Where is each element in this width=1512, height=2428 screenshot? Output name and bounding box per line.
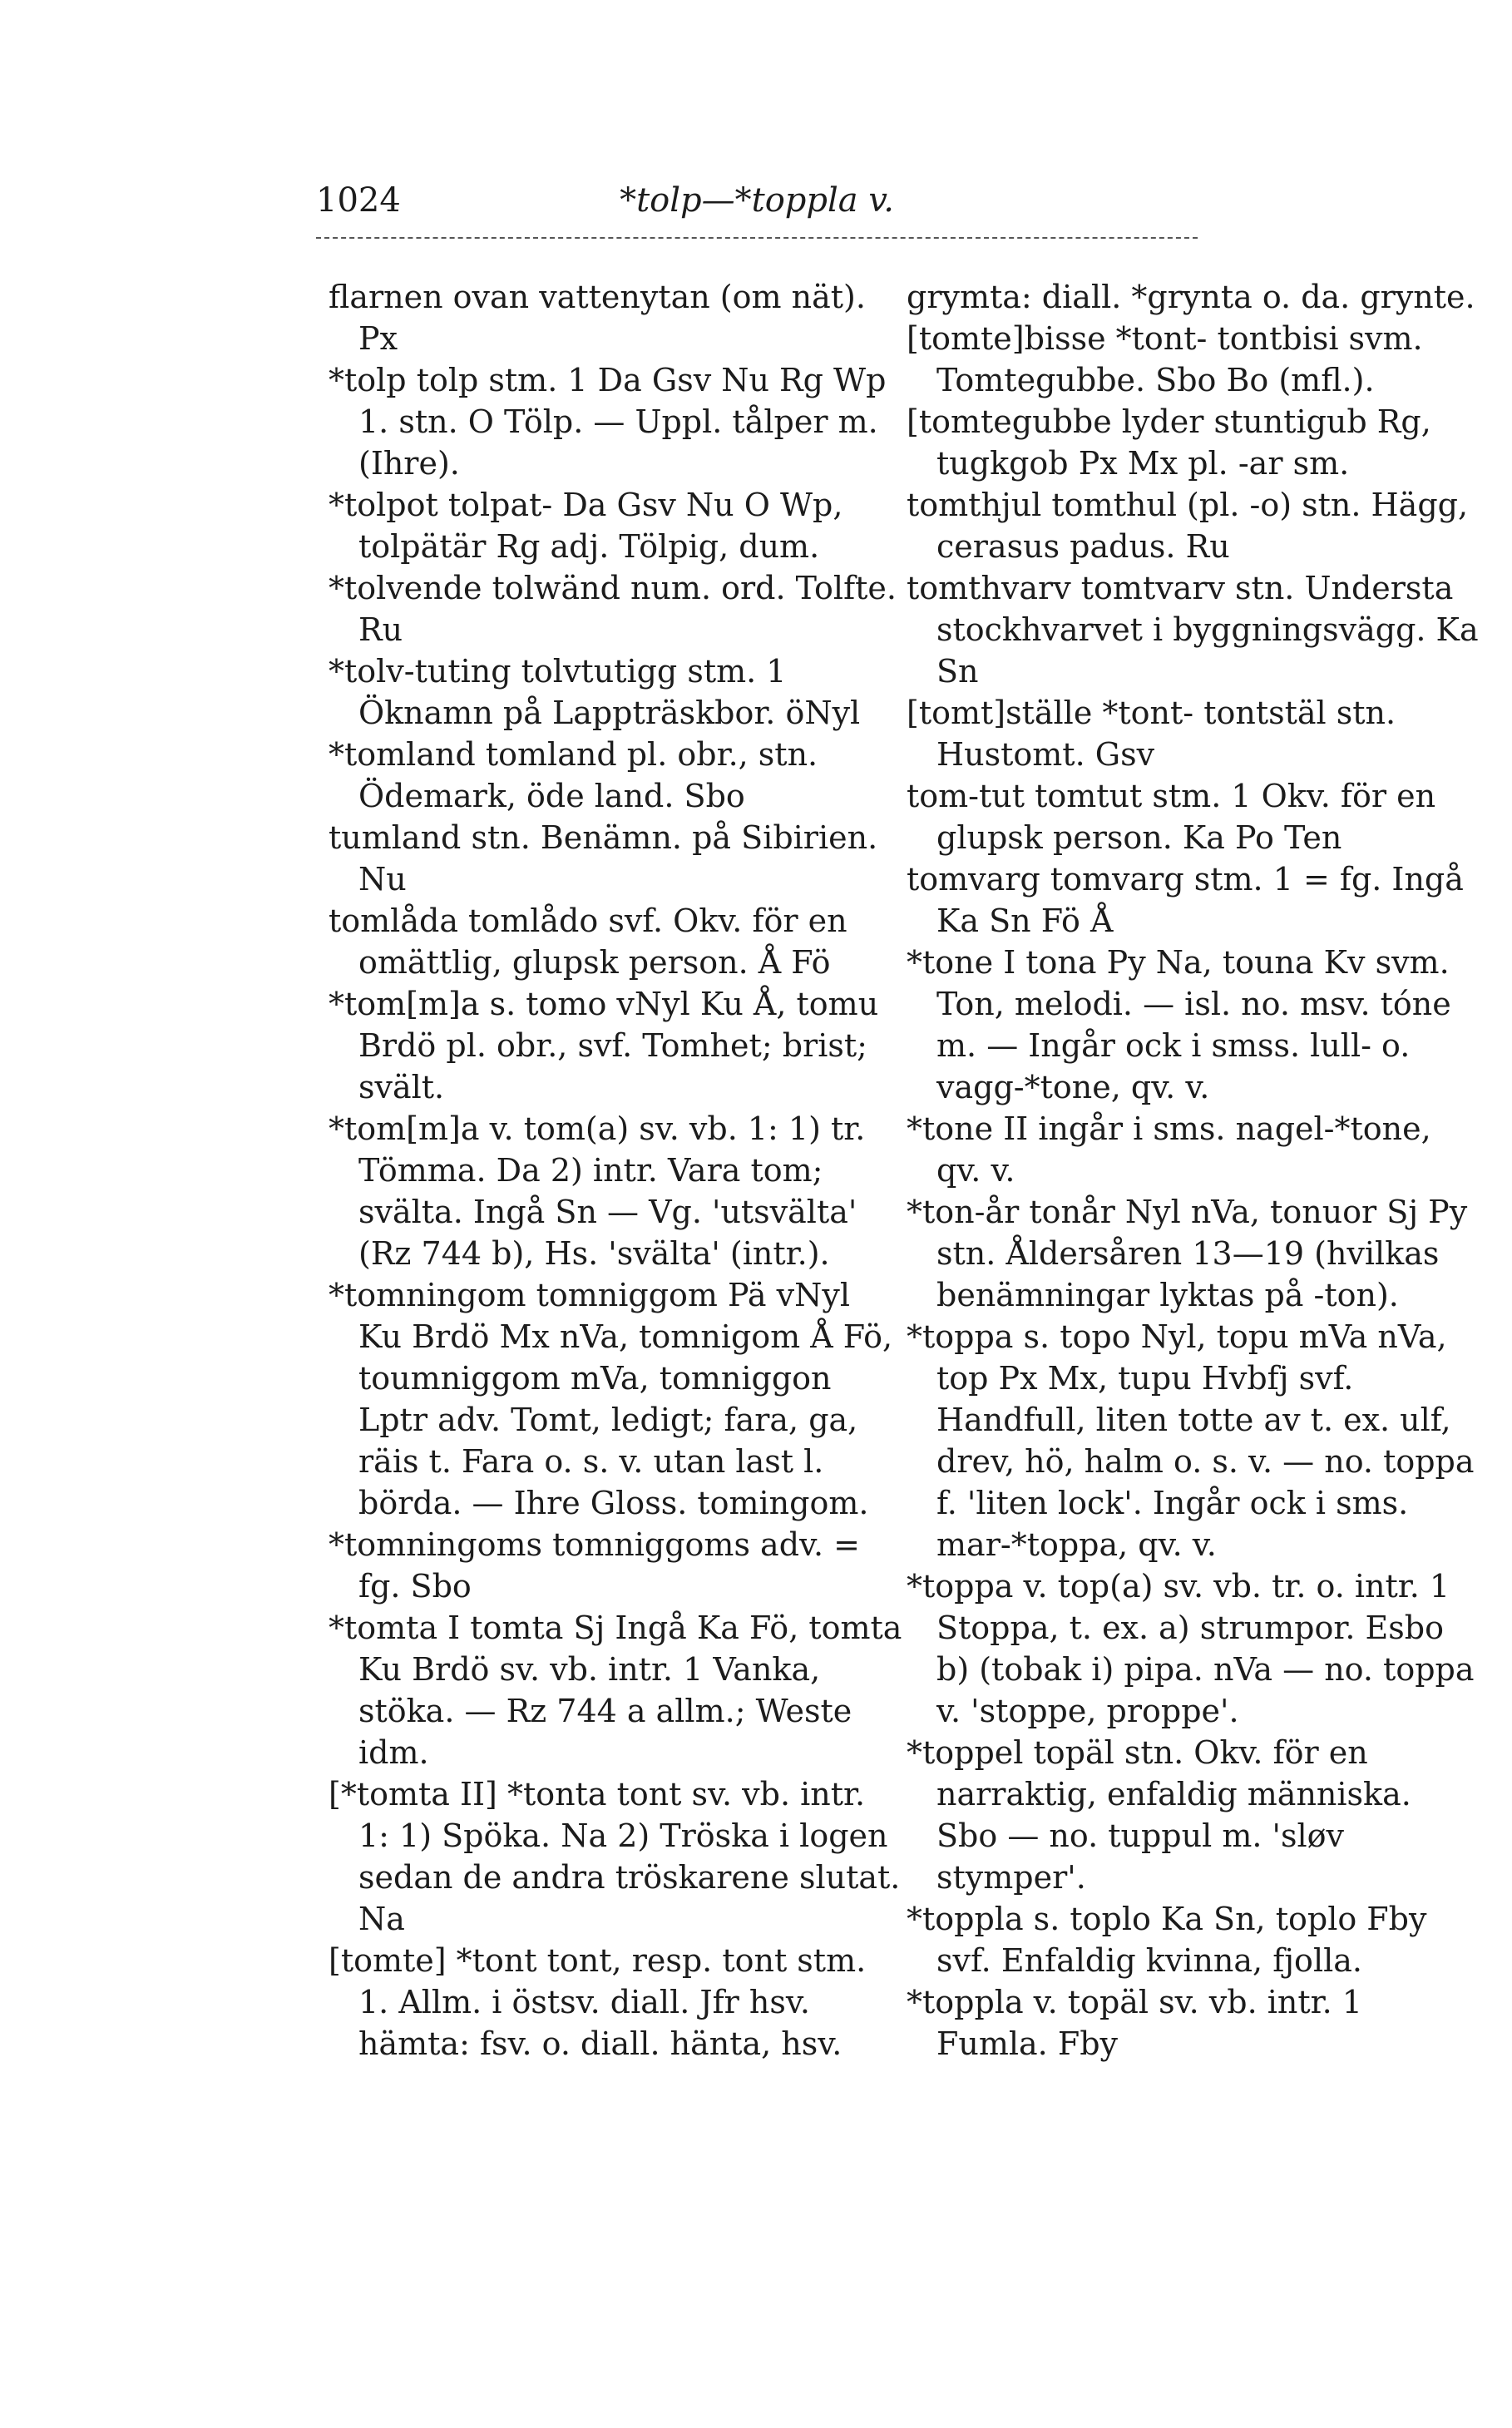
page-header xyxy=(316,181,1198,231)
entry-text: *tolpot tolpat- Da Gsv Nu O Wp, tolpätär Rg adj. Tölpig, dum. xyxy=(329,487,843,565)
dictionary-entry xyxy=(329,1524,902,1607)
dictionary-entry xyxy=(907,276,1480,318)
dictionary-entry xyxy=(329,276,902,359)
entry-text: *tomningom tomniggom Pä vNyl Ku Brdö Mx nVa, tomnigom Å Fö, toumniggom mVa, tomniggon Lptr adv. Tomt, ledigt; fara, ga, räis t. Fara o. s. v. utan last l. börda. — Ihre Gloss. tomingom. xyxy=(329,1277,893,1521)
entry-text: tomthvarv tomtvarv stn. Understa stockhvarvet i byggningsvägg. Ka Sn xyxy=(907,570,1479,690)
dictionary-entry xyxy=(329,650,902,734)
dictionary-entry xyxy=(329,567,902,650)
dictionary-entry xyxy=(907,942,1480,1108)
running-head: *tolp—*toppla v. xyxy=(620,181,894,220)
entry-text: *toppa v. top(a) sv. vb. tr. o. intr. 1 Stoppa, t. ex. a) strumpor. Esbo b) (tobak i) pipa. nVa — no. toppa v. 'stoppe, proppe'. xyxy=(907,1568,1475,1729)
entry-text: tomthjul tomthul (pl. -o) stn. Hägg, cerasus padus. Ru xyxy=(907,487,1469,565)
entry-text: *tom[m]a s. tomo vNyl Ku Å, tomu Brdö pl. obr., svf. Tomhet; brist; svält. xyxy=(329,986,879,1105)
entry-text: *tone I tona Py Na, touna Kv svm. Ton, melodi. — isl. no. msv. tóne m. — Ingår ock i smss. lull- o. vagg-*tone, qv. v. xyxy=(907,944,1451,1105)
dictionary-entry xyxy=(907,858,1480,942)
entry-text: *toppel topäl stn. Okv. för en narraktig, enfaldig människa. Sbo — no. tuppul m. 'sløv stymper'. xyxy=(907,1734,1411,1896)
dictionary-entry xyxy=(329,983,902,1108)
dictionary-entry xyxy=(329,900,902,983)
dictionary-entry xyxy=(907,401,1480,484)
dictionary-entry xyxy=(907,692,1480,775)
page-number: 1024 xyxy=(316,181,401,220)
dictionary-entry xyxy=(329,359,902,484)
entry-text: [tomte] *tont tont, resp. tont stm. 1. Allm. i östsv. diall. Jfr hsv. hämta: fsv. o. diall. hänta, hsv. xyxy=(329,1942,867,2062)
entry-text: *tone II ingår i sms. nagel-*tone, qv. v. xyxy=(907,1110,1431,1189)
left-column xyxy=(329,276,902,2065)
dictionary-entry xyxy=(907,484,1480,567)
dictionary-entry xyxy=(907,1898,1480,1981)
entry-text: [tomtegubbe lyder stuntigub Rg, tugkgob Px Mx pl. -ar sm. xyxy=(907,403,1431,482)
dictionary-entry xyxy=(907,1981,1480,2065)
dictionary-entry xyxy=(329,1940,902,2065)
entry-text: tom-tut tomtut stm. 1 Okv. för en glupsk person. Ka Po Ten xyxy=(907,778,1436,856)
header-rule xyxy=(316,237,1198,239)
entry-text: *tomta I tomta Sj Ingå Ka Fö, tomta Ku Brdö sv. vb. intr. 1 Vanka, stöka. — Rz 744 a allm.; Weste idm. xyxy=(329,1610,902,1771)
entry-text: grymta: diall. *grynta o. da. grynte. xyxy=(907,279,1475,315)
entry-text: flarnen ovan vattenytan (om nät). Px xyxy=(329,279,866,357)
dictionary-entry xyxy=(329,1607,902,1773)
dictionary-entry xyxy=(907,775,1480,858)
entry-text: *tolp tolp stm. 1 Da Gsv Nu Rg Wp 1. stn. O Tölp. — Uppl. tålper m. (Ihre). xyxy=(329,362,887,482)
entry-text: *tom[m]a v. tom(a) sv. vb. 1: 1) tr. Tömma. Da 2) intr. Vara tom; svälta. Ingå Sn — Vg. 'utsvälta' (Rz 744 b), Hs. 'svälta' (intr.). xyxy=(329,1110,866,1272)
entry-text: [tomt]ställe *tont- tontstäl stn. Hustomt. Gsv xyxy=(907,695,1396,773)
dictionary-entry xyxy=(907,567,1480,692)
entry-text: *tolv-tuting tolvtutigg stm. 1 Öknamn på Lappträskbor. öNyl xyxy=(329,653,861,731)
entry-text: [*tomta II] *tonta tont sv. vb. intr. 1: 1) Spöka. Na 2) Tröska i logen sedan de andra tröskarene slutat. Na xyxy=(329,1776,901,1937)
dictionary-entry xyxy=(907,1191,1480,1316)
dictionary-entry xyxy=(329,817,902,900)
entry-text: *tolvende tolwänd num. ord. Tolfte. Ru xyxy=(329,570,897,648)
dictionary-entry xyxy=(907,1565,1480,1732)
dictionary-entry xyxy=(329,734,902,817)
dictionary-entry xyxy=(329,484,902,567)
entry-text: [tomte]bisse *tont- tontbisi svm. Tomtegubbe. Sbo Bo (mfl.). xyxy=(907,320,1423,398)
entry-text: *toppa s. topo Nyl, topu mVa nVa, top Px Mx, tupu Hvbfj svf. Handfull, liten totte av t. ex. ulf, drev, hö, halm o. s. v. — no. toppa f. 'liten lock'. Ingår ock i sms. mar-*toppa, qv. v. xyxy=(907,1318,1475,1563)
entry-text: tomlåda tomlådo svf. Okv. för en omättlig, glupsk person. Å Fö xyxy=(329,902,847,981)
dictionary-entry xyxy=(329,1108,902,1274)
dictionary-entry xyxy=(907,1316,1480,1565)
dictionary-entry xyxy=(907,1732,1480,1898)
dictionary-entry xyxy=(329,1773,902,1940)
dictionary-entry xyxy=(907,1108,1480,1191)
entry-text: *ton-år tonår Nyl nVa, tonuor Sj Py stn. Åldersåren 13—19 (hvilkas benämningar lyktas på -ton). xyxy=(907,1194,1468,1313)
dictionary-entry xyxy=(907,318,1480,401)
entry-text: tumland stn. Benämn. på Sibirien. Nu xyxy=(329,819,878,898)
entry-text: *toppla s. toplo Ka Sn, toplo Fby svf. Enfaldig kvinna, fjolla. xyxy=(907,1901,1427,1979)
entry-text: *toppla v. topäl sv. vb. intr. 1 Fumla. Fby xyxy=(907,1984,1362,2062)
dictionary-entry xyxy=(329,1274,902,1524)
right-column xyxy=(907,276,1480,2065)
entry-text: *tomland tomland pl. obr., stn. Ödemark, öde land. Sbo xyxy=(329,736,818,814)
entry-text: *tomningoms tomniggoms adv. = fg. Sbo xyxy=(329,1526,860,1605)
entry-text: tomvarg tomvarg stm. 1 = fg. Ingå Ka Sn Fö Å xyxy=(907,861,1464,939)
